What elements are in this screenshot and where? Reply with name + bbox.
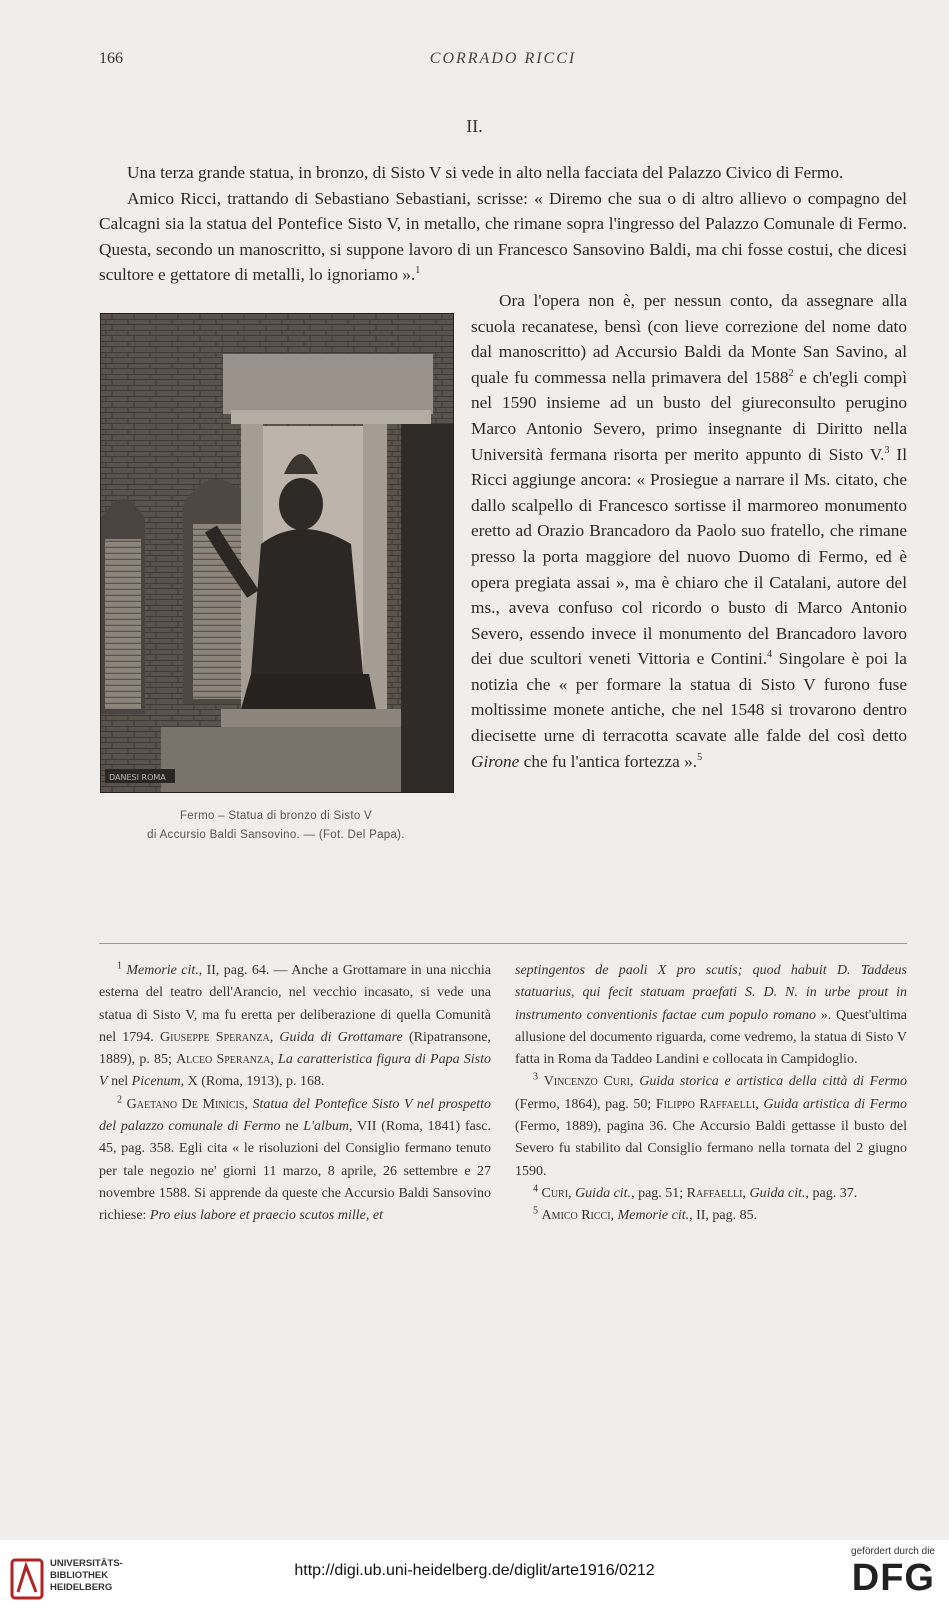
photo-credit-mark: DANESI ROMA — [109, 772, 166, 782]
fn4-imprint-1: , pag. 51; — [631, 1185, 687, 1201]
funder-note: gefördert durch die — [851, 1546, 935, 1557]
footnote-ref-4[interactable]: 4 — [767, 649, 773, 661]
fn1-journal: Picenum — [131, 1074, 181, 1090]
footnote-1 — [99, 960, 491, 1094]
fn4-author-1: Curi — [541, 1185, 569, 1201]
fn2-latin-quote-1: Pro eius labore et praecio scutos mille, et — [149, 1208, 383, 1224]
funder-logo[interactable] — [825, 1546, 935, 1599]
library-name-line-2: BIBLIOTHEK — [50, 1570, 109, 1581]
fn3-title-1: Guida storica e artistica della città di Fermo — [639, 1074, 908, 1090]
footnote-3 — [515, 1071, 907, 1182]
main-text — [99, 160, 907, 909]
paragraph-2 — [99, 186, 907, 288]
fn4-title-2: Guida cit. — [749, 1185, 806, 1201]
fn2-sep: , — [244, 1096, 253, 1112]
paragraph-3-text-c: Il Ricci aggiunge ancora: « Prosiegue a narrare il Ms. citato, che dallo scalpello di Francesco sortisse il marmoreo monumento eretto ad Orazio Brancadoro da Paolo suo fratello, che rimane presso la porta maggiore del nuovo Duomo di Fermo, ed è opera pregiata assai », ma è chiaro che il Catalani, autore del ms., aveva confuso col ricordo o busto di Marco Antonio Severo, essendo invece il monumento del Brancadoro lavoro dei due scultori veneti Vittoria e Contini. — [471, 444, 907, 669]
fn1-sep-2: , — [270, 1052, 279, 1068]
footnote-4-number: 4 — [533, 1183, 538, 1195]
fn4-sep-1: , — [568, 1185, 576, 1201]
paragraph-3-text-b: e ch'egli compì nel 1590 insieme ad un busto del giureconsulto perugino Marco Antonio Severo, primo insegnante di Diritto nella Università fermana risorta per merito appunto di Sisto V. — [471, 367, 907, 464]
fn5-imprint: , II, pag. 85. — [689, 1208, 758, 1224]
fn1-text: , II, pag. 64. — Anche a Grottamare in una nicchia esterna del teatro dell'Arancio, nel vecchio incasato, si vede una statua di Sisto V, ma fu eretta per deliberazione di quella Comunità nel 1794. — [99, 963, 492, 1045]
footnotes-right-column — [515, 960, 907, 1228]
running-head — [99, 50, 907, 74]
paragraph-3-text-e: che fu l'antica fortezza ». — [519, 751, 698, 771]
footnote-2-continued — [515, 960, 907, 1071]
footnote-5-number: 5 — [533, 1205, 538, 1217]
footnote-ref-3[interactable]: 3 — [884, 444, 890, 456]
footnote-ref-1[interactable]: 1 — [415, 265, 421, 277]
fn4-imprint-2: , pag. 37. — [805, 1185, 858, 1201]
paragraph-1: Una terza grande statua, in bronzo, di Sisto V si vede in alto nella facciata del Palazzo Civico di Fermo. — [127, 163, 844, 182]
fn2-journal: L'album — [303, 1119, 350, 1135]
fn2-title: Statua del Pontefice Sisto V nel prospetto del palazzo comunale di Fermo — [99, 1096, 492, 1135]
statue-photo — [100, 313, 454, 793]
library-name-line-3: HEIDELBERG — [50, 1582, 113, 1593]
fn2-text-2: ». Quest'ultima allusione del documento riguarda, come vedremo, la statua di Sisto V fatta in Roma da Taddeo Landini e collocata in Campidoglio. — [515, 1007, 907, 1068]
fn1-title-1: Guida di Grottamare — [279, 1029, 403, 1045]
fn1-title-2: La caratteristica figura di Papa Sisto V — [99, 1052, 491, 1090]
footnotes-left-column — [99, 960, 491, 1228]
footnote-3-number: 3 — [533, 1071, 538, 1083]
fn2-author: Gaetano De Minicis — [126, 1096, 245, 1112]
fn5-title: Memorie cit. — [617, 1208, 690, 1224]
fn4-sep-2: , — [742, 1185, 750, 1201]
dfg-logo-text: DFG — [851, 1557, 935, 1599]
caption-line-2: di Accursio Baldi Sansovino. — (Fot. Del Papa). — [147, 828, 405, 841]
page-url[interactable]: http://digi.ub.uni-heidelberg.de/diglit/arte1916/0212 — [294, 1562, 655, 1579]
fn2-sep-2: ne — [280, 1119, 304, 1135]
footnote-2-number: 2 — [117, 1094, 122, 1106]
page-number: 166 — [99, 50, 123, 67]
girone-term: Girone — [471, 751, 520, 771]
fn3-author-1: Vincenzo Curi — [543, 1074, 630, 1090]
fn1-author-2: Alceo Speranza — [176, 1052, 271, 1068]
fn3-sep-1: , — [629, 1074, 640, 1090]
fn1-sep-3: nel — [107, 1074, 132, 1090]
fn5-sep: , — [610, 1208, 618, 1224]
footnote-ref-2[interactable]: 2 — [788, 367, 794, 379]
fn4-title-1: Guida cit. — [575, 1185, 632, 1201]
fn1-imprint-2: , X (Roma, 1913), p. 168. — [180, 1074, 325, 1090]
footnote-5 — [515, 1205, 907, 1227]
paragraph-3-text-a: Ora l'opera non è, per nessun conto, da assegnare alla scuola recanatese, bensì (con lieve correzione del nome dato dal manoscritto) ad Accursio Baldi da Monte San Savino, al quale fu commessa nella primavera del 1588 — [471, 290, 907, 387]
footnote-1-number: 1 — [117, 960, 122, 972]
statue-photo-drawing — [101, 314, 453, 792]
footnote-ref-5[interactable]: 5 — [697, 751, 703, 763]
footnote-4 — [515, 1183, 907, 1205]
fn3-author-2: Filippo Raffaelli — [655, 1096, 756, 1112]
viewer-footer — [0, 1540, 949, 1615]
fn1-author-1: Giuseppe Speranza — [160, 1029, 270, 1045]
footnote-rule — [99, 943, 907, 944]
caption-line-1: Fermo – Statua di bronzo di Sisto V — [179, 809, 373, 822]
fn2-latin-quote-2: septingentos de paoli X pro scutis; quod habuit D. Taddeus statuarius, qui fecit statuam praefati S. D. N. in urbe prout in instrumento conventionis factae cum populo romano — [515, 963, 907, 1023]
paragraph-2-text: Amico Ricci, trattando di Sebastiano Sebastiani, scrisse: « Diremo che sua o di altro allievo o compagno del Calcagni sia la statua del Pontefice Sisto V, in metallo, che rimane sopra l'ingresso del Palazzo Comunale di Fermo. Questa, secondo un manoscritto, si suppone lavoro di un Francesco Sansovino Baldi, ma chi fosse costui, che dicesi scultore e gettatore di metalli, lo ignoriamo ». — [99, 188, 907, 285]
fn2-text: , VII (Roma, 1841) fasc. 45, pag. 358. Egli cita « le risoluzioni del Consiglio fermano tenuto per tale negozio ne' giorni 11 marzo, 8 aprile, 26 settembre e 27 novembre 1588. Si apprende da queste che Accursio Baldi Sansovino richiese: — [99, 1119, 492, 1224]
section-heading: II. — [466, 116, 483, 136]
fn1-imprint-1: (Ripatransone, 1889), p. 85; — [99, 1029, 491, 1068]
fn3-imprint-1: (Fermo, 1864), pag. 50; — [515, 1096, 656, 1112]
fn1-sep-1: , — [269, 1029, 280, 1045]
running-title: CORRADO RICCI — [429, 50, 577, 67]
fn3-sep-2: , — [755, 1096, 764, 1112]
fn5-author: Amico Ricci — [541, 1208, 611, 1224]
footnote-2 — [99, 1094, 491, 1228]
fn4-author-2: Raffaelli — [686, 1185, 743, 1201]
figure-caption — [97, 807, 455, 845]
fn3-text: (Fermo, 1889), pagina 36. Che Accursio Baldi gettasse il busto del Severo fu stabilito dal Consiglio fermano nella tornata del 2 giugno 1590. — [515, 1119, 907, 1179]
figure — [97, 313, 455, 909]
paragraph-3-text-d: Singolare è poi la notizia che « per formare la statua di Sisto V furono fuse moltissime monete antiche, che nel 1548 si trovarono dentro diecisette urne di terracotta scavate alle falde del così detto — [471, 649, 907, 746]
fn3-title-2: Guida artistica di Fermo — [763, 1096, 908, 1112]
library-name-line-1: UNIVERSITÄTS- — [50, 1558, 123, 1569]
fn1-work: Memorie cit. — [126, 963, 199, 978]
